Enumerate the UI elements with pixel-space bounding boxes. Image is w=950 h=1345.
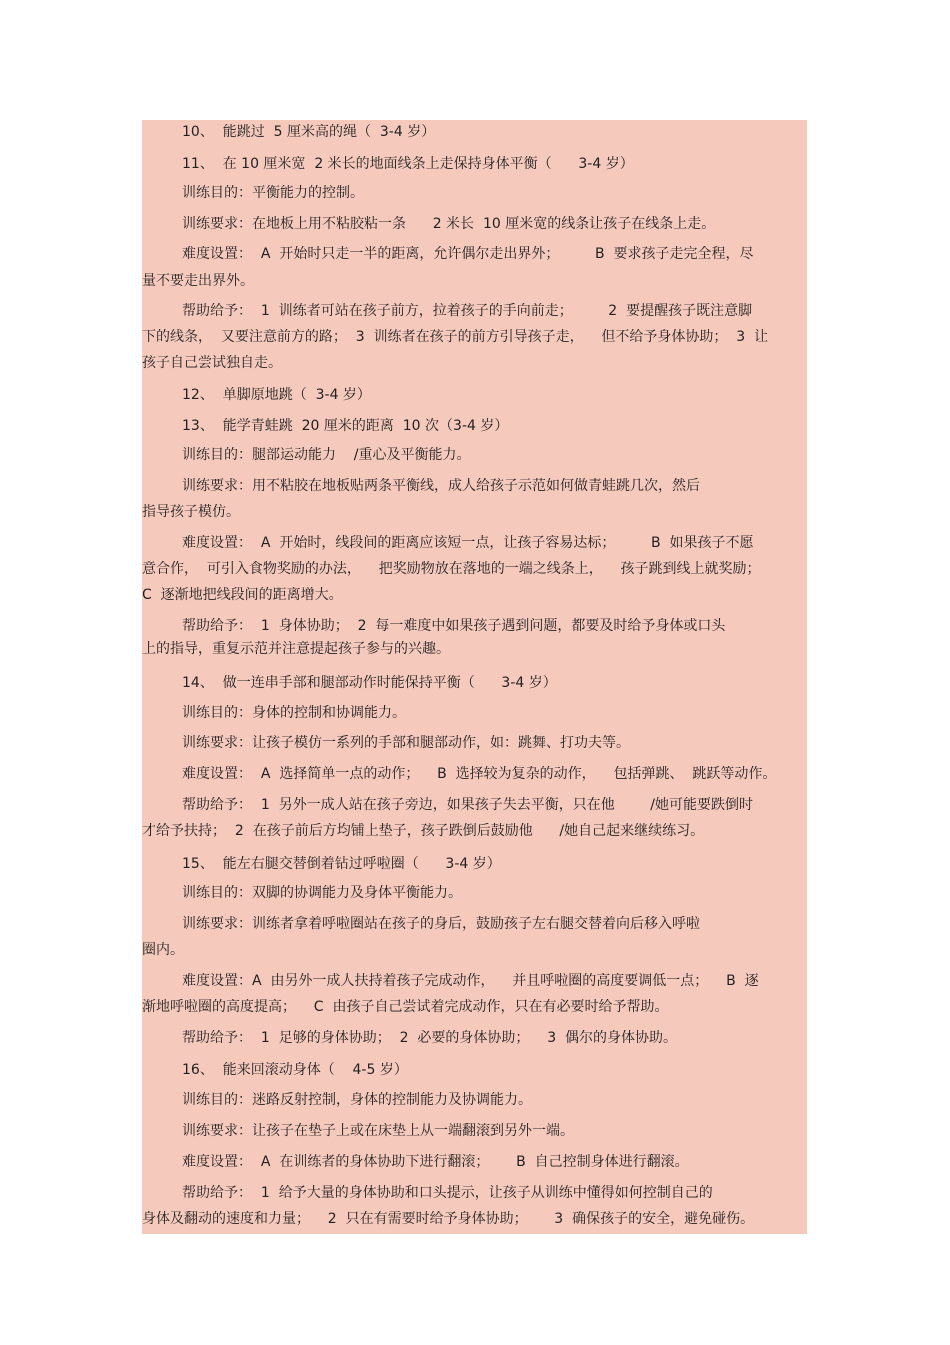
text-line: 训练要求：在地板上用不粘胶粘一条 2 米长 10 厘米宽的线条让孩子在线条上走。 <box>182 216 716 232</box>
text-line: 帮助给予： 1 身体协助； 2 每一难度中如果孩子遇到问题，都要及时给予身体或口头 <box>182 618 726 634</box>
text-line: 难度设置：A 由另外一成人扶持着孩子完成动作， 并且呼啦圈的高度要调低一点； B 逐 <box>182 973 759 989</box>
item-heading: 12、 单脚原地跳（ 3-4 岁） <box>182 387 371 403</box>
text-line: 渐地呼啦圈的高度提高； C 由孩子自己尝试着完成动作，只在有必要时给予帮助。 <box>142 999 669 1015</box>
item-heading: 14、 做一连串手部和腿部动作时能保持平衡（ 3-4 岁） <box>182 675 557 691</box>
text-line: 帮助给予： 1 足够的身体协助； 2 必要的身体协助； 3 偶尔的身体协助。 <box>182 1030 678 1046</box>
text-line: 指导孩子模仿。 <box>142 504 240 520</box>
text-line: 训练要求：训练者拿着呼啦圈站在孩子的身后，鼓励孩子左右腿交替着向后移入呼啦 <box>182 916 700 932</box>
text-line: 帮助给予： 1 给予大量的身体协助和口头提示，让孩子从训练中懂得如何控制自己的 <box>182 1185 713 1201</box>
item-heading: 10、 能跳过 5 厘米高的绳（ 3-4 岁） <box>182 124 436 140</box>
text-line: 训练要求：用不粘胶在地板贴两条平衡线，成人给孩子示范如何做青蛙跳几次，然后 <box>182 478 700 494</box>
text-line: 圈内。 <box>142 942 184 958</box>
text-line: 训练目的：身体的控制和协调能力。 <box>182 705 406 721</box>
item-heading: 16、 能来回滚动身体（ 4-5 岁） <box>182 1062 408 1078</box>
text-line: 难度设置： A 选择简单一点的动作； B 选择较为复杂的动作， 包括弹跳、 跳跃等动作。 <box>182 766 777 782</box>
item-heading: 11、 在 10 厘米宽 2 米长的地面线条上走保持身体平衡（ 3-4 岁） <box>182 156 634 172</box>
text-line: 训练目的：腿部运动能力 /重心及平衡能力。 <box>182 447 471 463</box>
text-line: 帮助给予： 1 另外一成人站在孩子旁边，如果孩子失去平衡，只在他 /她可能要跌倒时 <box>182 797 754 813</box>
text-line: 训练要求：让孩子模仿一系列的手部和腿部动作，如：跳舞、打功夫等。 <box>182 735 630 751</box>
text-line: 下的线条， 又要注意前方的路； 3 训练者在孩子的前方引导孩子走， 但不给予身体协助； 3 让 <box>142 329 769 345</box>
text-line: 训练目的：平衡能力的控制。 <box>182 185 364 201</box>
text-line: 意合作， 可引入食物奖励的办法， 把奖励物放在落地的一端之线条上， 孩子跳到线上就奖励； <box>142 561 761 577</box>
text-line: 难度设置： A 在训练者的身体协助下进行翻滚； B 自己控制身体进行翻滚。 <box>182 1154 689 1170</box>
text-line: 训练要求：让孩子在垫子上或在床垫上从一端翻滚到另外一端。 <box>182 1123 574 1139</box>
text-line: 难度设置： A 开始时，线段间的距离应该短一点，让孩子容易达标； B 如果孩子不愿 <box>182 535 754 551</box>
text-line: 难度设置： A 开始时只走一半的距离，允许偶尔走出界外； B 要求孩子走完全程，尽 <box>182 246 754 262</box>
text-line: 量不要走出界外。 <box>142 273 254 289</box>
text-line: C 逐渐地把线段间的距离增大。 <box>142 587 343 603</box>
text-line: 训练目的：双脚的协调能力及身体平衡能力。 <box>182 885 462 901</box>
item-heading: 13、 能学青蛙跳 20 厘米的距离 10 次（3-4 岁） <box>182 418 509 434</box>
text-line: 训练目的：迷路反射控制，身体的控制能力及协调能力。 <box>182 1092 532 1108</box>
text-line: 才给予扶持； 2 在孩子前后方均铺上垫子，孩子跌倒后鼓励他 /她自己起来继续练习。 <box>142 823 705 839</box>
text-line: 帮助给予： 1 训练者可站在孩子前方，拉着孩子的手向前走； 2 要提醒孩子既注意脚 <box>182 303 753 319</box>
text-box <box>142 120 807 1234</box>
text-line: 孩子自己尝试独自走。 <box>142 355 282 371</box>
text-line: 上的指导，重复示范并注意提起孩子参与的兴趣。 <box>142 641 450 657</box>
item-heading: 15、 能左右腿交替倒着钻过呼啦圈（ 3-4 岁） <box>182 856 501 872</box>
text-line: 身体及翻动的速度和力量； 2 只在有需要时给予身体协助； 3 确保孩子的安全，避免碰伤。 <box>142 1211 755 1227</box>
